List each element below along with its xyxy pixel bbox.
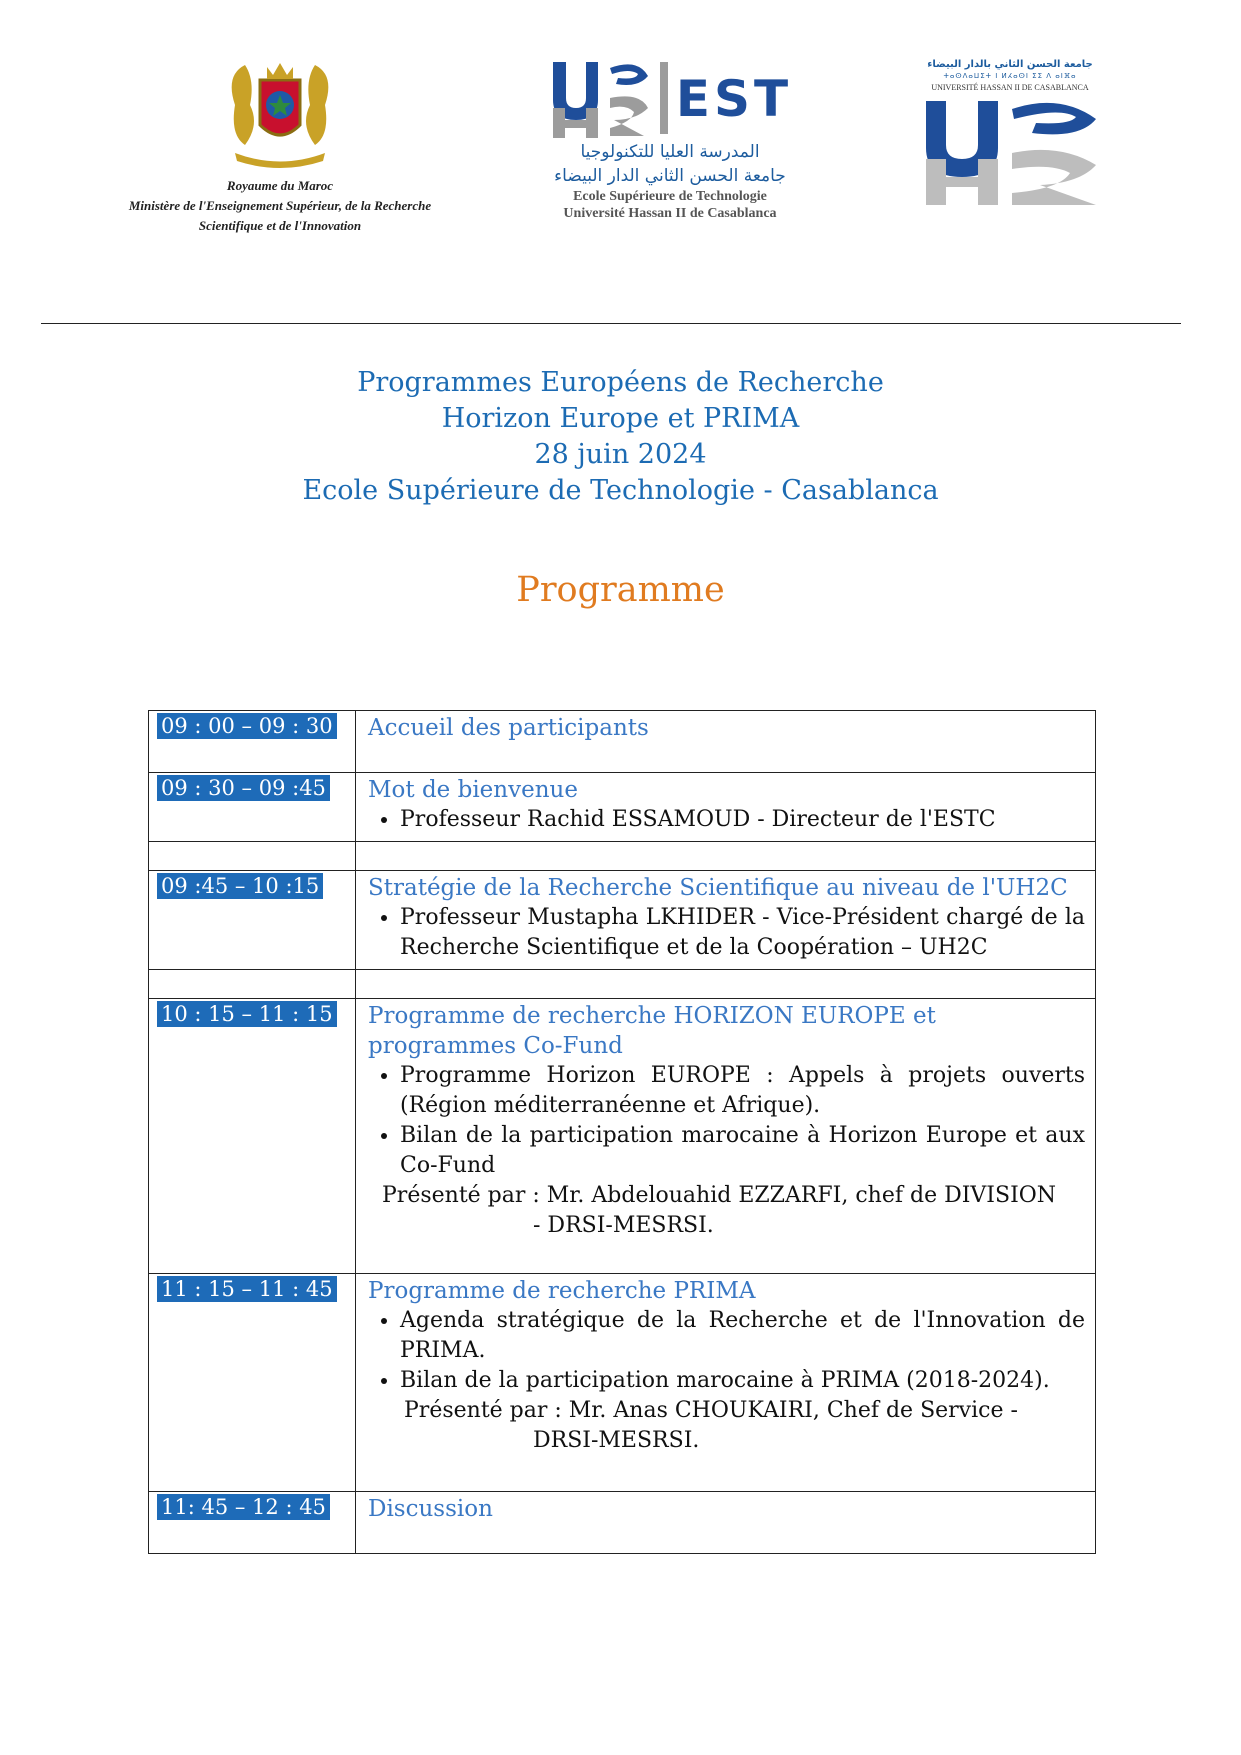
list-item: • Professeur Rachid ESSAMOUD - Directeur de l'ESTC <box>400 805 1085 835</box>
table-row <box>149 871 1096 970</box>
title-venue: Ecole Supérieure de Technologie - Casablanca <box>302 475 939 506</box>
est-abbr: EST <box>675 70 793 128</box>
ministry-logo <box>125 45 435 235</box>
coat-of-arms-icon <box>215 45 345 175</box>
presenter: Présenté par : Mr. Anas CHOUKAIRI, Chef de Service - <box>404 1398 1018 1423</box>
table-row <box>149 711 1096 773</box>
session-title: Discussion <box>368 1496 493 1522</box>
presenter-affiliation: DRSI-MESRSI. <box>533 1428 700 1453</box>
est-arabic-2: جامعة الحسن الثاني الدار البيضاء <box>554 166 786 186</box>
ministry-line-2: Ministère de l'Enseignement Supérieur, de la Recherche <box>128 198 432 213</box>
uh2c-arabic: جامعة الحسن الثاني بالدار البيضاء <box>927 59 1093 70</box>
title-date: 28 juin 2024 <box>534 439 707 470</box>
time-slot: 09 : 30 – 09 :45 <box>157 775 330 801</box>
session-title: Programme de recherche PRIMA <box>368 1278 756 1304</box>
time-slot: 11 : 15 – 11 : 45 <box>157 1276 337 1302</box>
table-row <box>149 1274 1096 1492</box>
est-arabic-1: المدرسة العليا للتكنولوجيا <box>580 142 760 162</box>
session-title: Stratégie de la Recherche Scientifique au niveau de l'UH2C <box>368 875 1068 901</box>
uh2-logo-icon <box>548 58 668 140</box>
event-titles <box>0 365 1241 509</box>
est-logo <box>530 58 810 222</box>
ministry-line-1: Royaume du Maroc <box>226 178 334 193</box>
time-slot: 10 : 15 – 11 : 15 <box>157 1001 337 1027</box>
uh2c-tifinagh: ⵜⴰⵙⴷⴰⵡⵉⵜ ⵏ ⵍⵃⴰⵙⵏ ⵉⵉ ⴷ ⴰⵏⴼⴰ <box>943 72 1077 80</box>
session-title: Mot de bienvenue <box>368 777 578 803</box>
title-line-2: Horizon Europe et PRIMA <box>441 403 800 434</box>
list-item: • Programme Horizon EUROPE : Appels à projets ouverts (Région méditerranéenne et Afrique). <box>400 1061 1085 1121</box>
header-divider <box>41 323 1181 324</box>
list-item: • Bilan de la participation marocaine à PRIMA (2018-2024). <box>400 1366 1085 1396</box>
session-title: Programme de recherche HORIZON EUROPE et programmes Co-Fund <box>368 1003 936 1059</box>
uh2c-logo <box>915 58 1105 212</box>
time-slot: 09 : 00 – 09 : 30 <box>157 713 337 739</box>
presenter: Présenté par : Mr. Abdelouahid EZZARFI, chef de DIVISION <box>382 1183 1057 1208</box>
list-item: • Professeur Mustapha LKHIDER - Vice-Président chargé de la Recherche Scientifique et de la Coopération – UH2C <box>400 903 1085 963</box>
session-title: Accueil des participants <box>368 715 649 741</box>
ministry-line-3: Scientifique et de l'Innovation <box>198 218 362 233</box>
uh2c-french: UNIVERSITÉ HASSAN II DE CASABLANCA <box>931 83 1089 92</box>
table-row-spacer <box>149 970 1096 999</box>
time-slot: 11: 45 – 12 : 45 <box>157 1494 330 1520</box>
presenter-affiliation: - DRSI-MESRSI. <box>533 1213 714 1238</box>
list-item: • Agenda stratégique de la Recherche et de l'Innovation de PRIMA. <box>400 1306 1085 1366</box>
time-slot: 09 :45 – 10 :15 <box>157 873 323 899</box>
title-line-1: Programmes Européens de Recherche <box>357 367 884 398</box>
est-french-1: Ecole Supérieure de Technologie <box>573 189 767 204</box>
table-row <box>149 999 1096 1274</box>
list-item: • Bilan de la participation marocaine à Horizon Europe et aux Co-Fund <box>400 1121 1085 1181</box>
schedule-table <box>148 710 1096 1554</box>
table-row <box>149 1492 1096 1554</box>
table-row-spacer <box>149 842 1096 871</box>
est-french-2: Université Hassan II de Casablanca <box>563 206 777 221</box>
programme-heading: Programme <box>516 570 725 610</box>
table-row <box>149 773 1096 842</box>
uh2c-emblem-icon <box>920 93 1100 208</box>
